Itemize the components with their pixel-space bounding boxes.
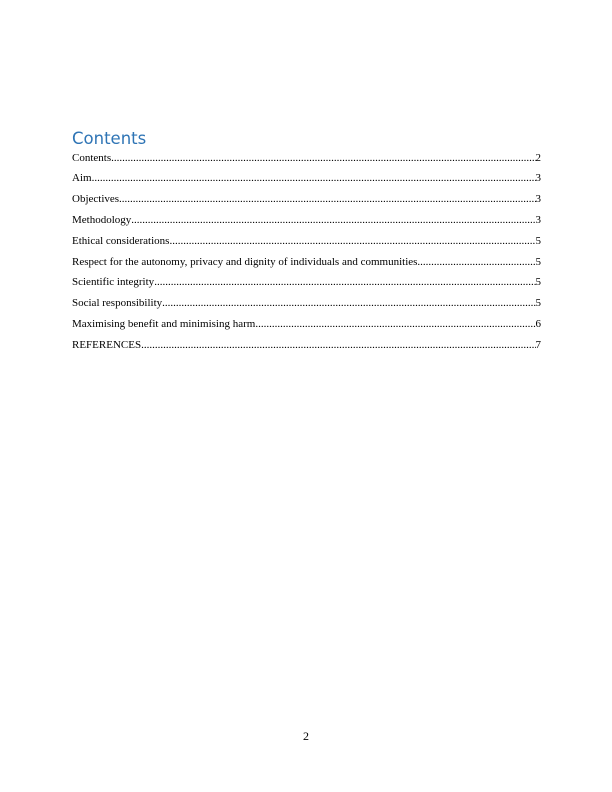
toc-entry-title: REFERENCES [72,338,142,351]
toc-dot-leader [169,233,535,249]
toc-dot-leader [417,254,535,270]
toc-dot-leader [255,316,535,332]
toc-dot-leader [111,150,535,166]
toc-heading: Contents [72,129,147,148]
toc-entry-page: 5 [535,297,541,310]
toc-entry-page: 6 [535,317,541,330]
toc-entry-social-responsibility[interactable] [72,295,541,316]
toc-entry-title: Scientific integrity [72,276,155,289]
toc-entry-page: 3 [535,193,541,206]
toc-entry-title: Objectives [72,193,120,206]
toc-entry-page: 3 [535,213,541,226]
toc-dot-leader [162,295,535,311]
toc-dot-leader [154,274,535,290]
toc-dot-leader [141,337,535,353]
toc-entry-page: 2 [535,152,541,164]
toc-entry-scientific-integrity[interactable] [72,274,541,295]
toc-entry-title: Social responsibility [72,297,163,310]
toc-entry-aim[interactable] [72,170,541,191]
toc-entry-references[interactable] [72,337,541,358]
toc-entry-page: 7 [535,338,541,351]
toc-entry-page: 5 [535,234,541,247]
toc-entry-title: Ethical considerations [72,234,170,247]
toc-entry-title: Respect for the autonomy, privacy and dignity of individuals and communities [72,255,418,268]
toc-entry-objectives[interactable] [72,191,541,212]
toc-entry-page: 3 [535,172,541,185]
table-of-contents [72,150,541,358]
toc-entry-title: Aim [72,172,92,185]
toc-entry-contents[interactable] [72,150,541,170]
toc-dot-leader [119,191,535,207]
toc-entry-respect-autonomy[interactable] [72,254,541,275]
toc-entry-title: Maximising benefit and minimising harm [72,317,256,330]
toc-entry-maximising-benefit[interactable] [72,316,541,337]
toc-entry-page: 5 [535,276,541,289]
toc-entry-title: Contents [72,152,112,164]
toc-entry-title: Methodology [72,213,132,226]
toc-dot-leader [131,212,535,228]
toc-entry-ethical-considerations[interactable] [72,233,541,254]
page-number: 2 [303,729,309,743]
toc-dot-leader [92,170,536,186]
toc-entry-methodology[interactable] [72,212,541,233]
toc-entry-page: 5 [535,255,541,268]
